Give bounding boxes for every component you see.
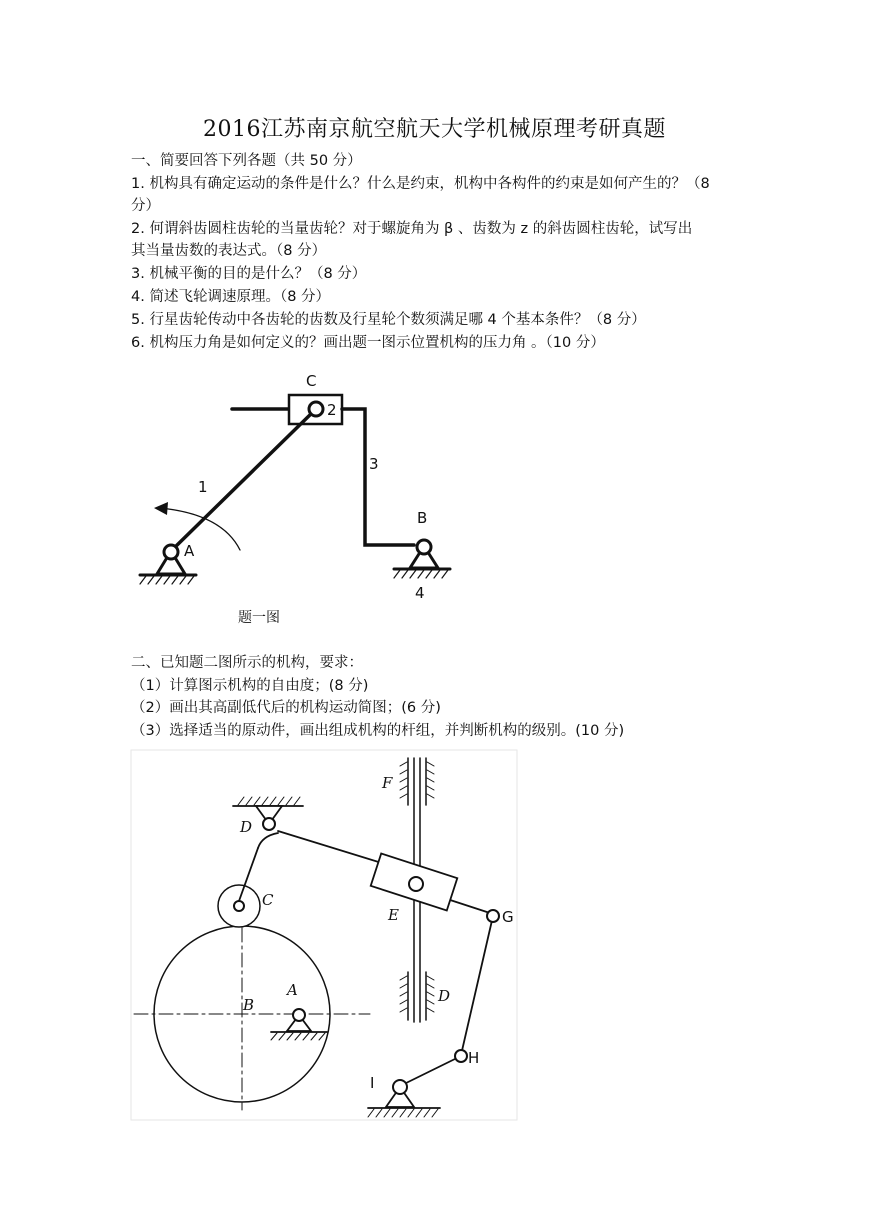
label-4: 4 bbox=[415, 584, 425, 602]
label-b-fig2: B bbox=[243, 996, 255, 1014]
label-d-guide: D bbox=[438, 987, 451, 1005]
joint-e bbox=[409, 877, 423, 891]
question-5: 5. 行星齿轮传动中各齿轮的齿数及行星轮个数须满足哪 4 个基本条件？（8 分） bbox=[131, 312, 646, 328]
joint-a bbox=[293, 1009, 305, 1021]
joint-c-small bbox=[234, 901, 244, 911]
guide-f-hatch-left bbox=[400, 762, 407, 798]
ground-i-hatch bbox=[368, 1109, 438, 1117]
link-hi bbox=[400, 1056, 461, 1086]
link-gh bbox=[461, 916, 493, 1055]
label-e: E bbox=[388, 906, 399, 924]
label-c: C bbox=[306, 372, 317, 390]
label-3: 3 bbox=[369, 455, 379, 473]
requirement-2: （2）画出其高副低代后的机构运动简图；(6 分) bbox=[131, 700, 441, 716]
question-2-line2: 其当量齿数的表达式。（8 分） bbox=[131, 243, 327, 259]
label-h: H bbox=[468, 1049, 480, 1067]
link-eg bbox=[444, 898, 493, 914]
question-3: 3. 机械平衡的目的是什么？（8 分） bbox=[131, 266, 367, 282]
requirement-1: （1）计算图示机构的自由度；(8 分) bbox=[131, 678, 369, 694]
link-de bbox=[278, 831, 385, 864]
label-a: A bbox=[184, 542, 195, 560]
label-d-top: D bbox=[240, 818, 253, 836]
requirement-3: （3）选择适当的原动件，画出组成机构的杆组，并判断机构的级别。(10 分) bbox=[131, 723, 625, 739]
label-b: B bbox=[417, 509, 428, 527]
guide-d-hatch-right bbox=[427, 976, 434, 1012]
label-i: I bbox=[370, 1074, 375, 1092]
label-c-fig2: C bbox=[262, 891, 274, 909]
ground-d-top-hatch bbox=[238, 797, 300, 805]
label-a-fig2: A bbox=[287, 981, 298, 999]
joint-g bbox=[487, 910, 499, 922]
question-1-line2: 分） bbox=[131, 198, 160, 214]
label-f: F bbox=[382, 774, 393, 792]
question-2-line1: 2. 何谓斜齿圆柱齿轮的当量齿轮？对于螺旋角为 β 、齿数为 z 的斜齿圆柱齿轮，试写出 bbox=[131, 221, 693, 237]
label-2: 2 bbox=[327, 401, 337, 419]
question-6: 6. 机构压力角是如何定义的？画出题一图示位置机构的压力角 。（10 分） bbox=[131, 335, 605, 351]
figure-2-frame bbox=[131, 750, 517, 1120]
label-1: 1 bbox=[198, 478, 208, 496]
page-title: 2016江苏南京航空航天大学机械原理考研真题 bbox=[203, 117, 666, 142]
joint-d-arc bbox=[258, 833, 278, 848]
ground-a2-hatch bbox=[271, 1033, 325, 1040]
section1-heading: 一、简要回答下列各题（共 50 分） bbox=[131, 153, 362, 169]
label-g: G bbox=[502, 908, 514, 926]
joint-h bbox=[455, 1050, 467, 1062]
joint-d-top bbox=[263, 818, 275, 830]
joint-i bbox=[393, 1080, 407, 1094]
guide-d-hatch-left bbox=[400, 976, 407, 1012]
question-4: 4. 简述飞轮调速原理。（8 分） bbox=[131, 289, 331, 305]
question-1-line1: 1. 机构具有确定运动的条件是什么？什么是约束，机构中各构件的约束是如何产生的？（8 bbox=[131, 176, 710, 192]
figure-1-caption: 题一图 bbox=[238, 610, 280, 626]
section2-heading: 二、已知题二图所示的机构，要求： bbox=[131, 655, 363, 671]
guide-f-hatch bbox=[427, 762, 434, 798]
